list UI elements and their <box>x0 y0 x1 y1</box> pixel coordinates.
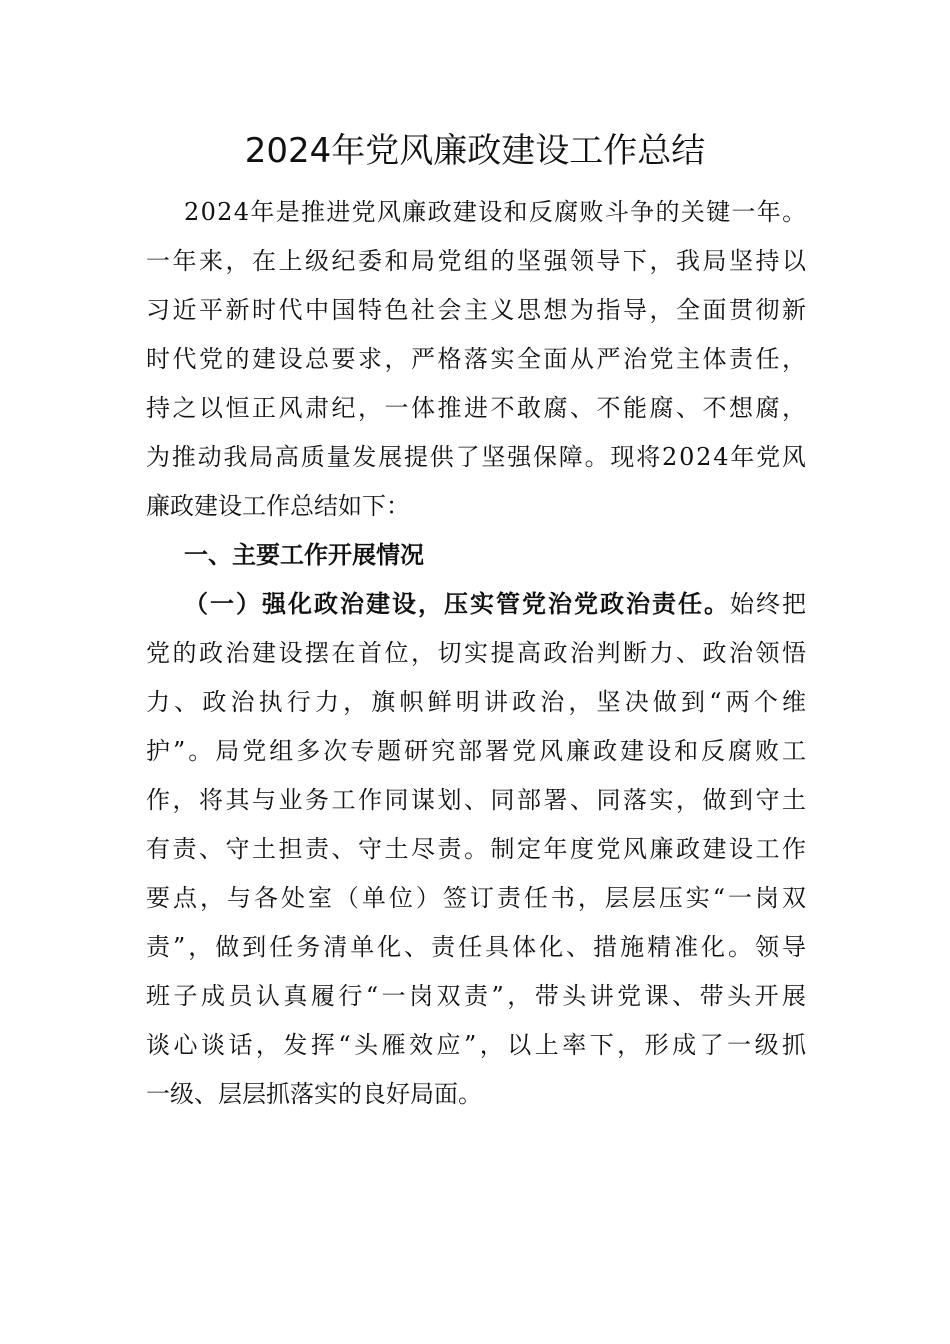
text-line: 护”。局党组多次专题研究部署党风廉政建设和反腐败工 <box>146 737 810 765</box>
text-line: 党的政治建设摆在首位，切实提高政治判断力、政治领悟 <box>146 639 809 667</box>
text-line: 为推动我局高质量发展提供了坚强保障。现将2024年党风 <box>146 443 808 471</box>
text-line: 班子成员认真履行“一岗双责”，带头讲党课、带头开展 <box>146 982 810 1010</box>
text-line: 有责、守土担责、守土尽责。制定年度党风廉政建设工作 <box>146 835 809 863</box>
text-line: 要点，与各处室（单位）签订责任书，层层压实“一岗双 <box>146 884 810 912</box>
text-line: 习近平新时代中国特色社会主义思想为指导，全面贯彻新 <box>146 296 809 324</box>
text-line: 时代党的建设总要求，严格落实全面从严治党主体责任， <box>146 345 809 373</box>
section-heading: 一、主要工作开展情况 <box>184 541 424 569</box>
text-line: 一年来，在上级纪委和局党组的坚强领导下，我局坚持以 <box>146 247 809 275</box>
subsection-heading: （一）强化政治建设，压实管党治党政治责任。 <box>184 590 730 618</box>
intro-paragraph <box>146 188 809 531</box>
text-fragment: 始终把 <box>730 590 808 618</box>
text-line <box>146 580 806 629</box>
text-line: 持之以恒正风肃纪，一体推进不敢腐、不能腐、不想腐， <box>146 394 809 422</box>
document-body <box>146 148 811 1119</box>
spacer <box>146 148 806 188</box>
text-line: 谈心谈话，发挥“头雁效应”，以上率下，形成了一级抓 <box>146 1031 810 1059</box>
text-line: 一级、层层抓落实的良好局面。 <box>146 1080 482 1108</box>
text-line: 力、政治执行力，旗帜鲜明讲政治，坚决做到“两个维 <box>146 688 811 716</box>
text-line: 作，将其与业务工作同谋划、同部署、同落实，做到守土 <box>146 786 809 814</box>
subsection-paragraph <box>146 580 811 1119</box>
text-line: 责”，做到任务清单化、责任具体化、措施精准化。领导 <box>146 933 810 961</box>
text-line: 廉政建设工作总结如下： <box>146 492 410 520</box>
document-title: 2024年党风廉政建设工作总结 <box>244 131 706 171</box>
text-line: 2024年是推进党风廉政建设和反腐败斗争的关键一年。 <box>184 198 808 226</box>
